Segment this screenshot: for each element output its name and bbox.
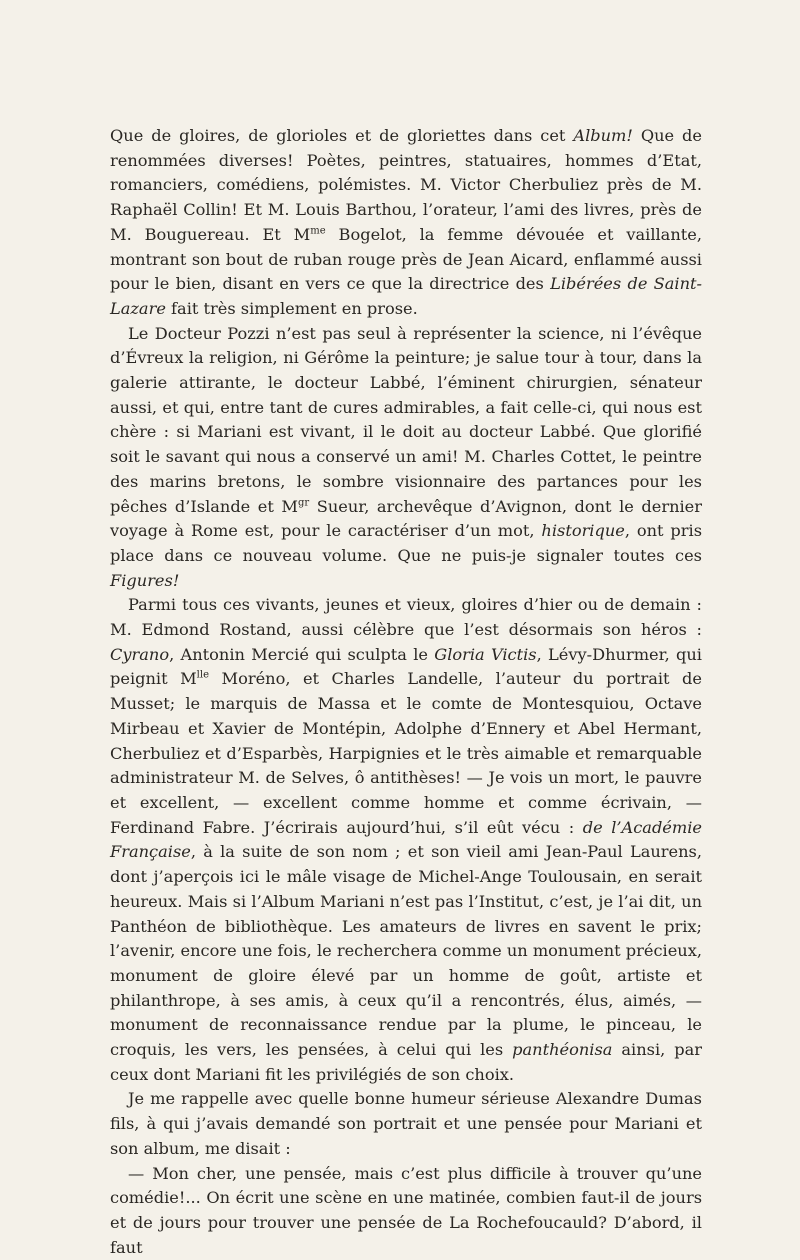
paragraph-5 [110, 1162, 702, 1260]
page-text [110, 124, 702, 1260]
italic-text: Cyrano [110, 644, 170, 664]
text-run: Moréno, et Charles Landelle, l’auteur du portrait de Musset; le marquis de Massa et le comte de Montesquiou, Octave Mirbeau et Xavier de Montépin, Adolphe d’Ennery et Abel Hermant, Cherbuliez et d’Esparbès, Harpignies et le très aimable et remarquable administrateur M. de Selves, ô antithèses! — Je vois un mort, le pauvre et excellent, — excellent comme homme et comme écrivain, — Ferdinand Fabre. J’écrirais aujourd’hui, s’il eût vécu : [110, 669, 702, 837]
text-run: , ont pris place dans ce nouveau volume. Que ne puis-je signaler toutes ces [110, 521, 702, 565]
text-run: fait très simplement en prose. [165, 298, 418, 318]
superscript-abbrev: gr [298, 497, 310, 509]
text-run: , Antonin Mercié qui sculpta le [169, 644, 435, 664]
italic-text: panthéonisa [512, 1040, 613, 1060]
superscript-abbrev: lle [196, 670, 209, 682]
text-run: Sueur, archevêque d’Avignon, dont le dernier voyage à Rome est, pour le caractériser d’un mot, [110, 496, 702, 541]
italic-text: Album! [573, 126, 633, 145]
text-run: Parmi tous ces vivants, jeunes et vieux, gloires d’hier ou de demain : M. Edmond Rostand, aussi célèbre que l’est désormais son héros : [110, 595, 702, 640]
superscript-abbrev: me [310, 225, 326, 237]
text-run: — Mon cher, une pensée, mais c’est plus difficile à trouver qu’une comédie!... On écrit une scène en une matinée, combien faut-il de jours et de jours pour trouver une pensée de La Rochefoucauld? D’abord, il faut [110, 1163, 702, 1257]
text-run: Le Docteur Pozzi n’est pas seul à représenter la science, ni l’évêque d’Évreux la religion, ni Gérôme la peinture; je salue tour à tour, dans la galerie attirante, le docteur Labbé, l’éminent chirurgien, sénateur aussi, et qui, entre tant de cures admirables, a fait celle-ci, qui nous est chère : si Mariani est vivant, il le doit au docteur Labbé. Que glorifié soit le savant qui nous a conservé un ami! M. Charles Cottet, le peintre des marins bretons, le sombre visionnaire des partances pour les pêches d’Islande et M [110, 323, 702, 516]
text-run: Que de renommées diverses! Poètes, peintres, statuaires, hommes d’Etat, romanciers, comédiens, polémistes. M. Victor Cherbuliez près de M. Raphaël Collin! Et M. Louis Barthou, l’orateur, l’ami des livres, près de M. Bouguereau. Et M [110, 126, 702, 244]
italic-text: Libérées de Saint-Lazare [110, 274, 703, 318]
italic-text: de l’Académie Française [110, 817, 702, 862]
paragraph-1 [110, 124, 702, 322]
text-run: , Lévy-Dhurmer, qui peignit M [110, 644, 702, 689]
text-run: ainsi, par ceux dont Mariani fit les privilégiés de son choix. [110, 1040, 702, 1084]
italic-text: historique [541, 521, 625, 541]
paragraph-4 [110, 1087, 702, 1161]
text-run: Que de gloires, de glorioles et de gloriettes dans cet [110, 126, 574, 145]
text-run: Bogelot, la femme dévouée et vaillante, montrant son bout de ruban rouge près de Jean Aicard, enflammé aussi pour le bien, disant en vers ce que la directrice des [110, 224, 702, 294]
italic-text: Gloria Victis [434, 644, 537, 664]
paragraph-2 [110, 322, 702, 594]
paragraph-3 [110, 593, 702, 1087]
text-run: Je me rappelle avec quelle bonne humeur sérieuse Alexandre Dumas fils, à qui j’avais demandé son portrait et une pensée pour Mariani et son album, me disait : [110, 1089, 702, 1158]
text-run: , à la suite de son nom ; et son vieil ami Jean-Paul Laurens, dont j’aperçois ici le mâle visage de Michel-Ange Toulousain, en serait heureux. Mais si l’Album Mariani n’est pas l’Institut, c’est, je l’ai dit, un Panthéon de bibliothèque. Les amateurs de livres en savent le prix; l’avenir, encore une fois, le recherchera comme un monument précieux, monument de gloire élevé par un homme de goût, artiste et philanthrope, à ses amis, à ceux qu’il a rencontrés, élus, aimés, — monument de reconnaissance rendue par la plume, le pinceau, le croquis, les vers, les pensées, à celui qui les [110, 842, 702, 1060]
italic-text: Figures! [110, 570, 180, 590]
